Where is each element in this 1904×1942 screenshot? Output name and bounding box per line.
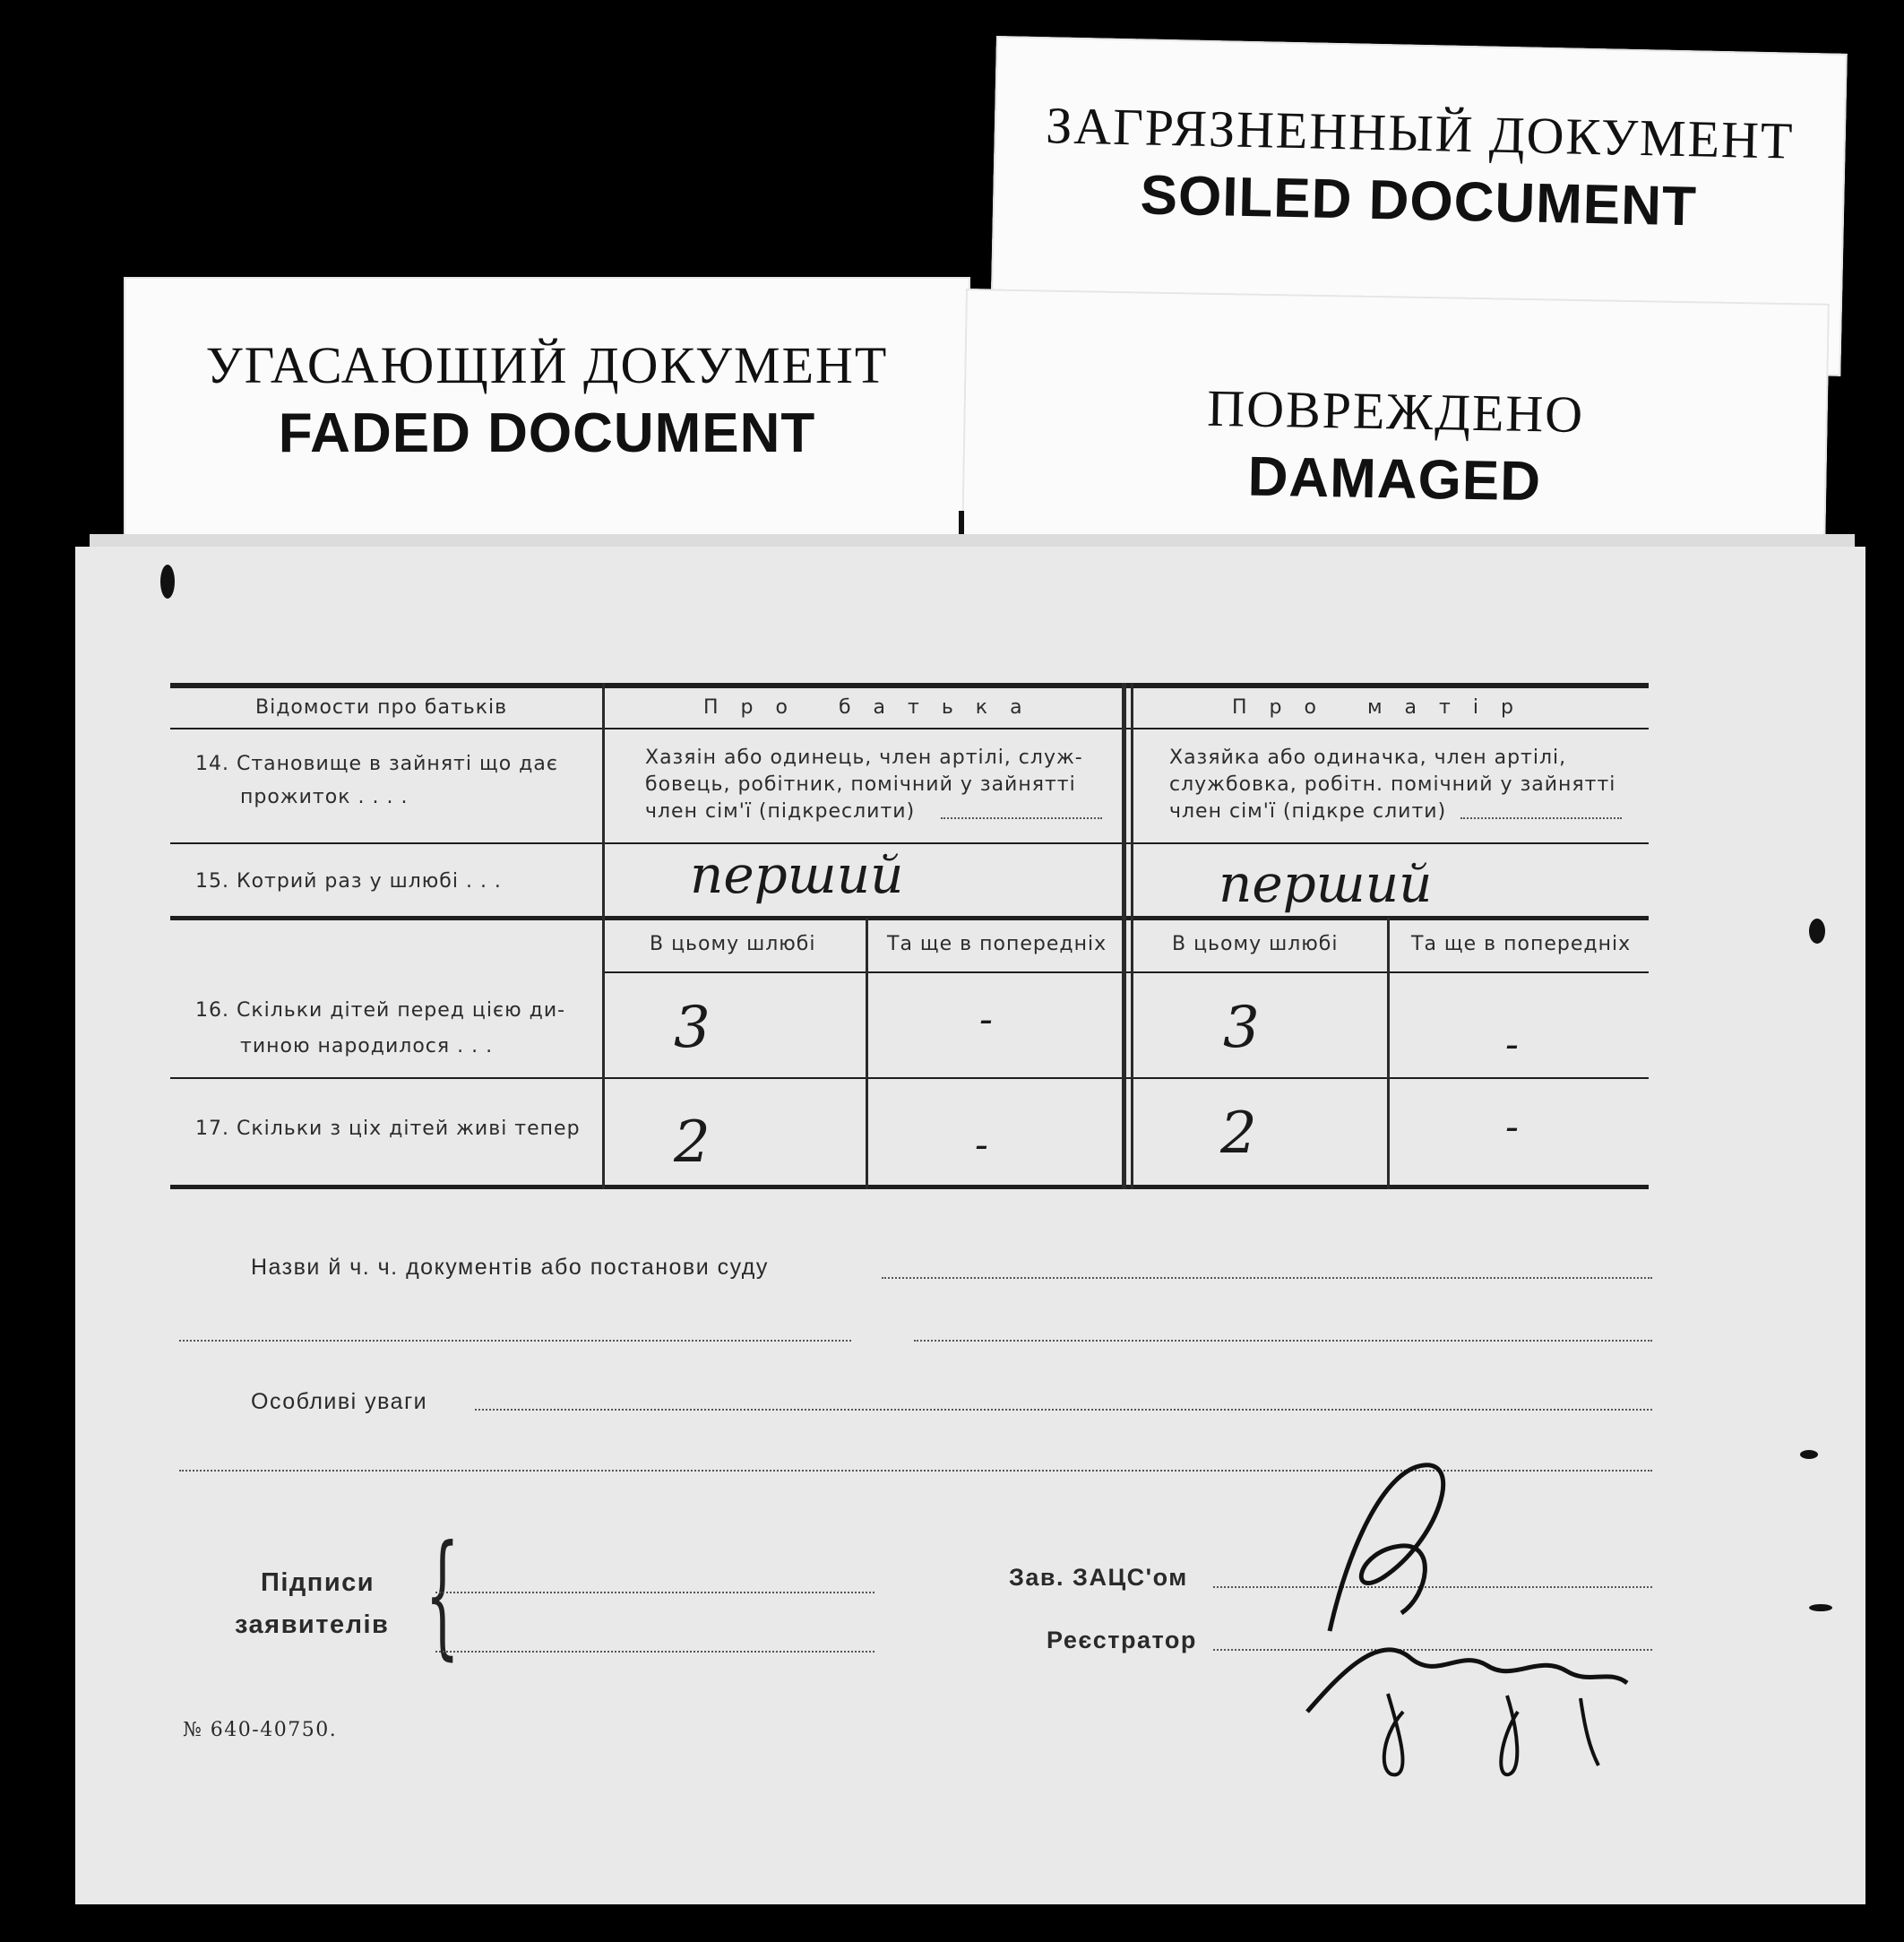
table-rule xyxy=(605,971,1649,973)
soiled-label-ru: ЗАГРЯЗНЕННЫЙ ДОКУМЕНТ xyxy=(1045,96,1796,170)
dotted-line xyxy=(882,1277,1652,1279)
row14-label: 14. Становище в зайняті що дає xyxy=(195,753,558,775)
dotted-line xyxy=(914,1340,1652,1342)
row17-father-current: 2 xyxy=(674,1109,711,1176)
row16-mother-current: 3 xyxy=(1223,995,1260,1061)
registrar-signature xyxy=(1276,1443,1670,1783)
row15-father-value: перший xyxy=(690,844,904,905)
faded-label-ru: УГАСАЮЩИЙ ДОКУМЕНТ xyxy=(205,336,889,394)
head-label: Зав. ЗАЦС'ом xyxy=(1009,1564,1188,1591)
remarks-label: Особливі уваги xyxy=(251,1389,428,1414)
ink-mark xyxy=(1800,1450,1818,1459)
row16-label: 16. Скільки дітей перед цією ди- xyxy=(195,999,566,1022)
table-rule xyxy=(170,1077,1649,1079)
row14-father-line1: Хазяін або одинець, член артілі, служ- xyxy=(645,747,1083,769)
faded-document-label xyxy=(124,277,970,564)
header-about-mother: Про матір xyxy=(1232,696,1536,719)
row17-father-previous: - xyxy=(975,1122,988,1168)
registration-form-sheet xyxy=(75,547,1865,1904)
row16-father-previous: - xyxy=(979,997,993,1042)
row14-mother-line3: член сім'ї (підкре слити) xyxy=(1169,800,1447,823)
subheader-mother-previous: Та ще в попередніх xyxy=(1411,933,1632,955)
ink-mark xyxy=(160,565,175,599)
row14-mother-line2: службовка, робітн. помічний у зайнятті xyxy=(1169,773,1616,796)
signatures-label-cont: заявителів xyxy=(235,1610,390,1639)
damaged-label-ru: ПОВРЕЖДЕНО xyxy=(1206,378,1585,445)
registrar-label: Реєстратор xyxy=(1047,1627,1197,1653)
row17-mother-previous: - xyxy=(1505,1104,1519,1150)
row16-mother-previous: - xyxy=(1505,1022,1519,1067)
subheader-mother-current: В цьому шлюбі xyxy=(1172,933,1339,955)
table-rule xyxy=(170,728,1649,729)
dotted-line xyxy=(435,1592,874,1593)
ink-mark xyxy=(1809,1604,1832,1611)
dotted-line xyxy=(435,1651,874,1653)
dotted-line xyxy=(941,817,1102,819)
table-column-rule xyxy=(602,683,605,1189)
table-column-rule xyxy=(1131,683,1133,1189)
row17-label: 17. Скільки з ціх дітей живі тепер xyxy=(195,1118,581,1140)
row14-father-line2: бовець, робітник, помічний у зайнятті xyxy=(645,773,1076,796)
brace-icon: { xyxy=(425,1517,460,1673)
row14-mother-line1: Хазяйка або одиначка, член артілі, xyxy=(1169,747,1567,769)
faded-label-en: FADED DOCUMENT xyxy=(278,402,816,464)
header-about-father: Про батька xyxy=(703,696,1045,719)
ink-mark xyxy=(1809,919,1825,944)
row17-mother-current: 2 xyxy=(1220,1100,1257,1167)
dotted-line xyxy=(475,1409,1652,1411)
subheader-father-previous: Та ще в попередніх xyxy=(887,933,1107,955)
row16-father-current: 3 xyxy=(674,995,711,1061)
header-parents-info: Відомости про батьків xyxy=(255,696,508,719)
damaged-label-en: DAMAGED xyxy=(1247,445,1542,514)
row14-father-line3: член сім'ї (підкреслити) xyxy=(645,800,916,823)
soiled-label-en: SOILED DOCUMENT xyxy=(1139,164,1698,238)
form-number: № 640-40750. xyxy=(183,1719,338,1741)
table-bottom-rule xyxy=(170,1185,1649,1189)
dotted-line xyxy=(1460,817,1622,819)
table-column-rule xyxy=(1387,918,1390,1189)
table-top-rule xyxy=(170,683,1649,688)
table-rule xyxy=(170,916,1649,920)
table-rule xyxy=(170,842,1649,844)
subheader-father-current: В цьому шлюбі xyxy=(650,933,816,955)
documents-label: Назви й ч. ч. документів або постанови суду xyxy=(251,1255,769,1280)
row15-label: 15. Котрий раз у шлюбі . . . xyxy=(195,870,502,893)
table-column-rule xyxy=(866,918,868,1189)
row16-label-cont: тиною народилося . . . xyxy=(240,1035,494,1057)
table-column-rule xyxy=(1122,683,1126,1189)
dotted-line xyxy=(179,1340,851,1342)
row14-label-cont: прожиток . . . . xyxy=(240,786,409,808)
row15-mother-value: перший xyxy=(1219,853,1433,914)
signatures-label: Підписи xyxy=(261,1568,375,1597)
